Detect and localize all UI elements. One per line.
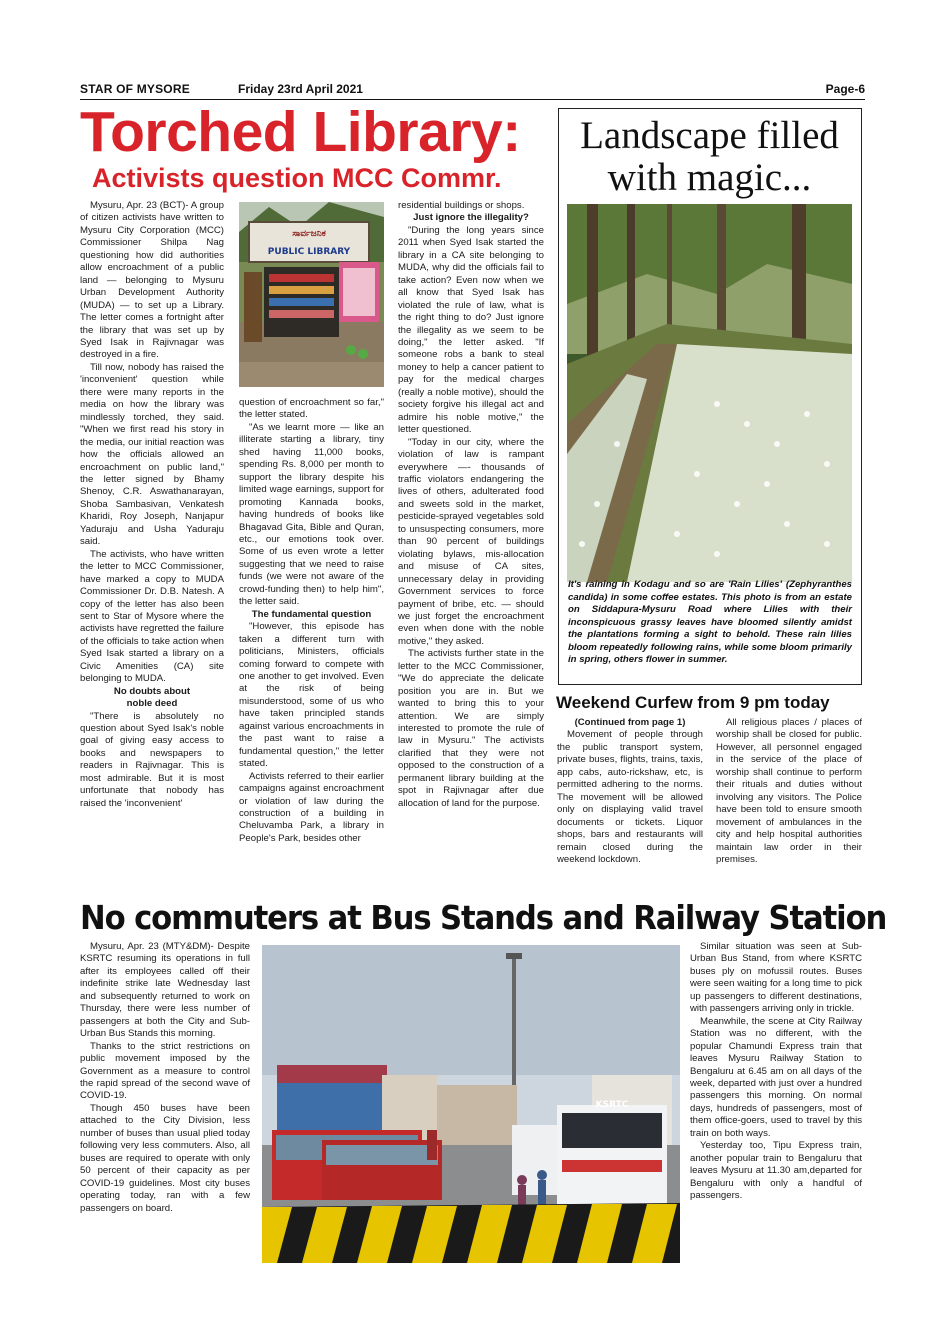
paragraph: residential buildings or shops. bbox=[398, 200, 525, 211]
commuters-column-1 bbox=[80, 941, 250, 1215]
subhead: Just ignore the illegality? bbox=[413, 212, 529, 224]
subhead: noble deed bbox=[126, 698, 178, 710]
paragraph: "There is absolutely no question about Syed Isak's noble goal of giving easy access to books and newspapers to readers in Rajivnagar. This is most admirable. But it is most unfortunate that nobody has raised the 'inconvenient' bbox=[80, 710, 224, 809]
paragraph: Movement of people through the public transport system, private buses, flights, trains, taxis, app cabs, auto-rickshaw, etc, is permitted adhering to the norms. The movement will be allowed only on displaying valid travel documents or tickets. Liquor shops, bars and restaurants will remain closed during the weekend lockdown. bbox=[557, 729, 703, 865]
subhead: The fundamental question bbox=[251, 608, 372, 620]
paragraph: Similar situation was seen at Sub-Urban Bus Stand, from where KSRTC buses ply on mofussil routes. Buses were seen waiting for a long time to pick up passengers to different destinations, with passengers arriving only in trickle. bbox=[690, 941, 862, 1015]
svg-text:ಸಾರ್ವಜನಿಕ: ಸಾರ್ವಜನಿಕ bbox=[292, 229, 326, 239]
paragraph: Though 450 buses have been attached to the City Division, less number of buses than usual plied today following very less commuters. Also, all buses are required to operate with only 50 percent of their capacity as per COVID-19 guidelines. Most city buses operating today, ran with a few passengers on board. bbox=[80, 1102, 250, 1214]
paragraph: Thanks to the strict restrictions on public movement imposed by the Government as a measure to control the rapid spread of the second wave of COVID-19. bbox=[80, 1040, 250, 1102]
bus-stand-photo bbox=[262, 945, 680, 1263]
commuters-column-2 bbox=[690, 941, 862, 1203]
paragraph: Till now, nobody has raised the 'inconvenient' question while there were many reports in the media on how the library was mindlessly torched, they said. "When we first read his story in the media, our initial reaction was how the officials allowed an encroachment on public land," the letter signed by Bhamy Shenoy, C.R. Aswathanarayan, Shoba Sambasivan, Venkatesh Kharidi, Roy Joseph, Nanjapur Yaduraju and Usha Yaduraju said. bbox=[80, 361, 224, 548]
library-subheadline: Activists question MCC Commr. bbox=[92, 163, 502, 193]
paragraph: "During the long years since 2011 when Syed Isak started the library in a CA site belonging to MUDA, why did the officials fail to take action? Even now when we all know that Syed Isak has violated the rule of law, what is the right thing to do? Just ignore the illegality as we seem to be doing," the letter asked. "If someone robs a bank to steal money to help a cancer patient to pay for the medical charges (really a noble motive), should the society forgive his illegal act and admire his noble motive," the letter questioned. bbox=[398, 224, 544, 436]
landscape-title-line-1: Landscape filled bbox=[580, 114, 839, 157]
subhead: No doubts about bbox=[113, 685, 191, 697]
paragraph: "Today in our city, where the violation of law is rampant everywhere —- thousands of traffic violators endangering the lives of others, adulterated food and sweets sold in the market, pesticide-sprayed vegetables sold to unsuspecting consumers, more than 90 percent of buildings violating bylaws, mis-allocation and misuse of CA sites, unnecessary delay in providing Government services to force payment of bribe, etc. — should we just forget the encroachment even when done with the noble motive," they asked. bbox=[398, 436, 544, 647]
curfew-column-2 bbox=[716, 717, 862, 866]
issue-date: Friday 23rd April 2021 bbox=[238, 82, 363, 96]
paragraph: Activists referred to their earlier campaigns against encroachment or violation of law during the construction of a building in Cheluvamba Park, a library in People's Park, besides other bbox=[239, 770, 384, 844]
landscape-title-line-2: with magic... bbox=[607, 156, 812, 199]
paragraph: Mysuru, Apr. 23 (MTY&DM)- Despite KSRTC resuming its operations in full after its employees called off their indefinite strike late Wednesday last and subsequently returned to work on Thursday, there were less number of passengers at both the City and Sub-Urban Bus Stands this morning. bbox=[80, 941, 250, 1040]
paragraph: Mysuru, Apr. 23 (BCT)- A group of citizen activists have written to Mysuru City Corporation (MCC) Commissioner Shilpa Nag questioning how did authorities allow encroachment of a public land — belonging to Mysuru Urban Development Authority (MUDA) — to set up a Library. The letter comes a fortnight after the library that was set up by Syed Isak in Rajivnagar was destroyed in a fire. bbox=[80, 200, 224, 361]
landscape-title bbox=[559, 115, 860, 199]
page-number: Page-6 bbox=[825, 82, 865, 96]
library-column-2 bbox=[239, 397, 384, 845]
library-photo-image bbox=[239, 202, 384, 387]
paragraph: "However, this episode has taken a different turn with politicians, Ministers, officials coming forward to compete with one another to get involved. Even at the risk of being misunderstood, some of us who have taken principled stands against various encroachments in the past want to raise a fundamental question," the letter stated. bbox=[239, 621, 384, 770]
rain-lilies-photo bbox=[567, 204, 852, 582]
bus-sign-text: KSRTC bbox=[595, 1100, 629, 1110]
paragraph: All religious places / places of worship shall be closed for public. However, all personnel engaged in the service of the place of worship shall continue to perform their rituals and duties without involving any visitors. The Police have been told to ensure smooth movement of ambulances in the city and help hospital authorities maintain law order in their premises. bbox=[716, 717, 862, 865]
paragraph: "As we learnt more — like an illiterate starting a library, tiny shed having 11,000 books, spending Rs. 8,000 per month to support the library despite his limited wage earnings, support for promoting Kannada books, having hundreds of books like Bhagavad Gita, Bible and Quran, etc., our emotions took over. Some of us even wrote a letter suggesting that we need to raise funds (we were not aware of the crowd-funding then) to help him", the letter said. bbox=[239, 421, 384, 608]
library-photo bbox=[239, 202, 384, 387]
library-sign-text: PUBLIC LIBRARY bbox=[267, 247, 351, 257]
paragraph: The activists further state in the letter to the MCC Commissioner, "We do appreciate the delicate position you are in. But we wanted to bring this to your attention. We are simply interested to promote the rule of law in Mysuru." The activists clarified that they were not opposed to the construction of a permanent library building at the spot in Rajivnagar after due allocation of land for the purpose. bbox=[398, 648, 544, 809]
curfew-headline: Weekend Curfew from 9 pm today bbox=[556, 693, 830, 712]
curfew-column-1 bbox=[557, 717, 703, 866]
commuters-headline: No commuters at Bus Stands and Railway Station bbox=[80, 898, 887, 937]
landscape-box bbox=[558, 108, 862, 685]
paragraph: The activists, who have written the letter to MCC Commissioner, have marked a copy to MUDA Commissioner Dr. D.B. Natesh. A copy of the letter has also been sent to Star of Mysore where the activists have regretted the failure of the officials to take action when Syed Isak started a library on a Civic Amenities (CA) site belonging to MUDA. bbox=[80, 548, 224, 685]
paragraph: question of encroachment so far," the letter stated. bbox=[239, 397, 384, 421]
paper-name: STAR OF MYSORE bbox=[80, 82, 190, 96]
library-column-1 bbox=[80, 200, 224, 810]
paragraph: Yesterday too, Tipu Express train, another popular train to Bengaluru that leaves Mysuru at 11.30 am,departed for Bengaluru with only a handful of passengers. bbox=[690, 1140, 862, 1202]
continued-note: (Continued from page 1) bbox=[574, 717, 686, 728]
rain-lilies-image bbox=[567, 204, 852, 582]
paragraph: Meanwhile, the scene at City Railway Station was no different, with the popular Chamundi Express train that leaves Mysuru Railway Station to Bengaluru at 6.45 am on all days of the week, departed with just over a hundred passengers this morning. On normal days, hundreds of passengers, most of them office-goers, used to travel by this train on both ways. bbox=[690, 1015, 862, 1139]
bus-stand-image bbox=[262, 945, 680, 1263]
library-column-3 bbox=[398, 200, 544, 810]
library-headline: Torched Library: bbox=[80, 100, 521, 164]
masthead bbox=[80, 80, 865, 100]
landscape-caption: It's raining in Kodagu and so are 'Rain Lilies' (Zephyranthes candida) in some coffee estates. This photo is from an estate on Siddapura-Mysuru Road where Lilies with their inconspicuous grassy leaves have bloomed silently amidst the plantations forming a sight to behold. These rain lilies bloom repeatedly following rains, while some bloom primarily in spring, others flower in summer. bbox=[568, 579, 852, 665]
